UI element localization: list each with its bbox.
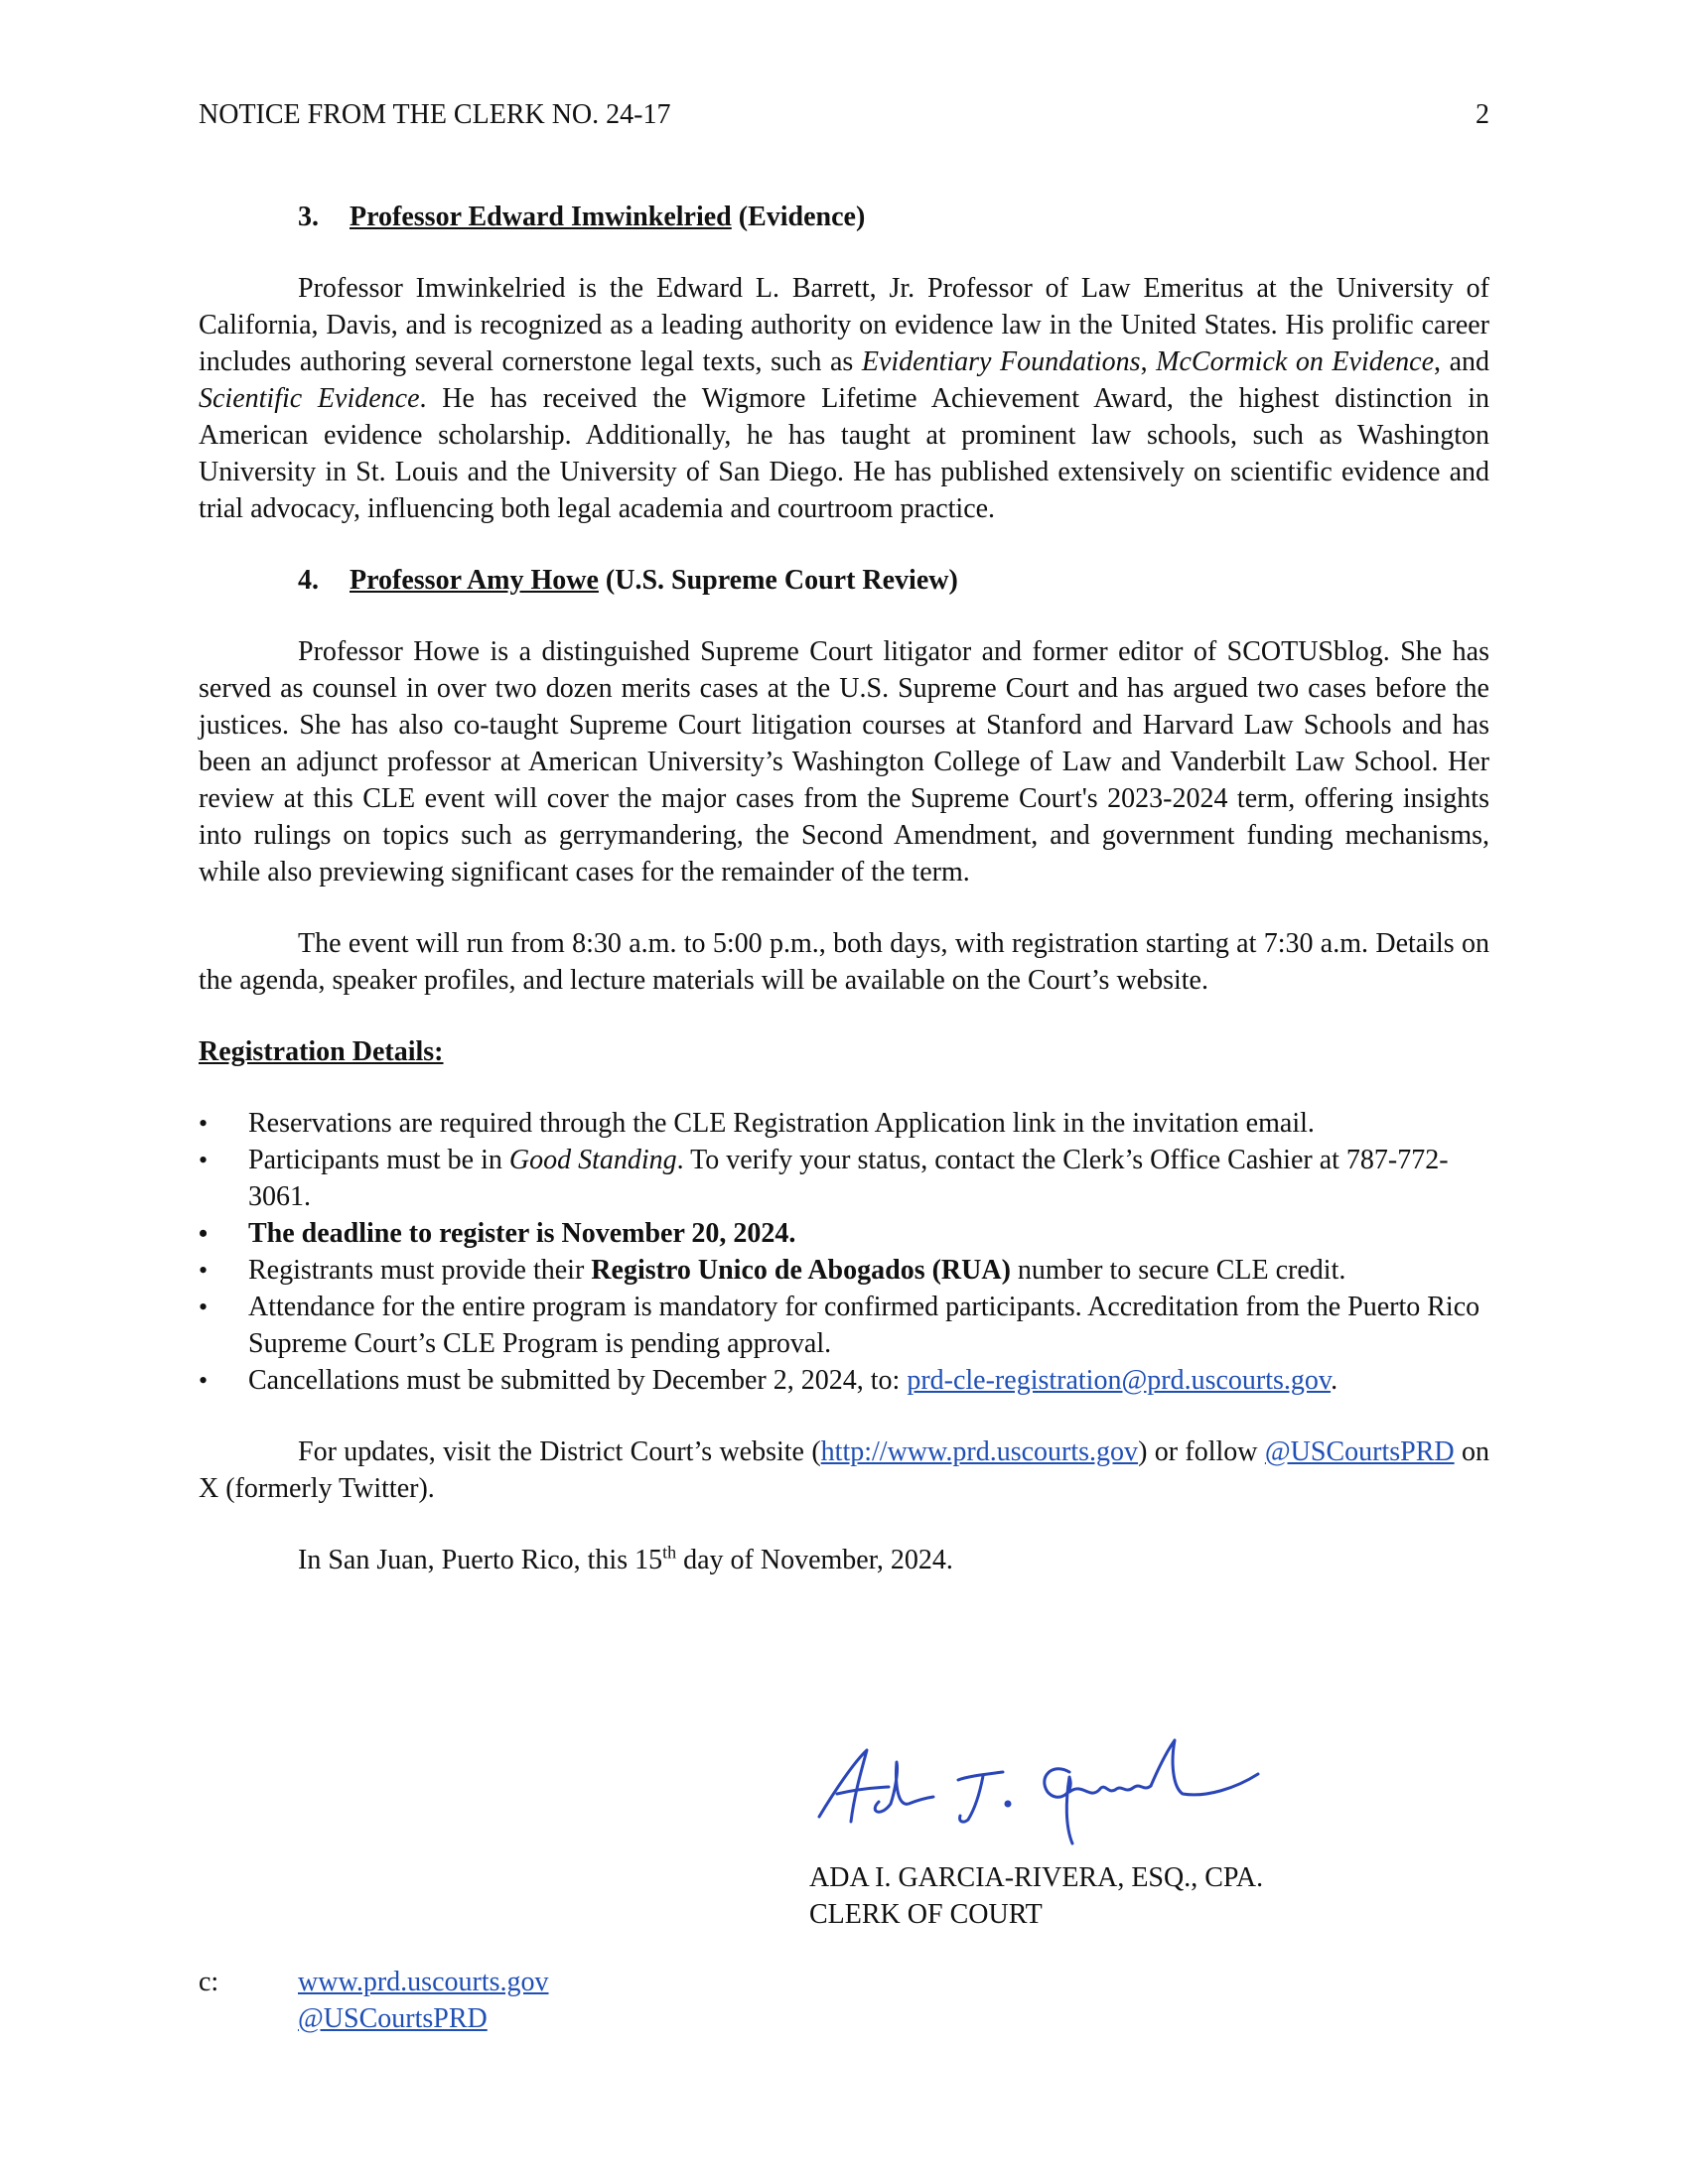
separator: , — [1140, 346, 1157, 377]
good-standing-emphasis: Good Standing — [508, 1145, 677, 1175]
registration-list — [199, 1105, 1489, 1399]
list-text: . To verify your status, contact the Clerk’s Office Cashier at 787-772-3061. — [248, 1145, 1449, 1212]
book-title-evidentiary-foundations: Evidentiary Foundations — [861, 346, 1141, 377]
list-item: • Reservations are required through the CLE Registration Application link in the invitation email. — [199, 1105, 1489, 1142]
section-4-heading — [199, 562, 1489, 599]
cc-twitter-link[interactable]: @USCourtsPRD — [298, 2003, 488, 2034]
list-item: • The deadline to register is November 20, 2024. — [199, 1215, 1489, 1252]
section-3-text-b: . He has received the Wigmore Lifetime Achievement Award, the highest distinction in American evidence scholarship. Additionally, he has taught at prominent law schools, such as Washington University in St. Louis and the University of San Diego. He has published extensively on scientific evidence and trial advocacy, influencing both legal academia and courtroom practice. — [199, 383, 1489, 524]
section-3-speaker-name: Professor Edward Imwinkelried — [350, 202, 732, 232]
cc-list — [298, 1964, 549, 2037]
updates-text: on X (formerly Twitter). — [199, 1436, 1489, 1504]
registration-heading: Registration Details: — [199, 1036, 444, 1067]
dateline-text: In San Juan, Puerto Rico, this 15 — [298, 1545, 663, 1575]
section-4-speaker-name: Professor Amy Howe — [350, 565, 599, 596]
notice-title: NOTICE FROM THE CLERK NO. 24-17 — [199, 99, 671, 130]
list-item — [199, 1362, 1489, 1399]
dateline — [199, 1542, 1489, 1578]
section-4-paragraph: Professor Howe is a distinguished Supreme Court litigator and former editor of SCOTUSblog. She has served as counsel in over two dozen merits cases at the U.S. Supreme Court and has argued two cases before the justices. She has also co-taught Supreme Court litigation courses at Stanford and Harvard Law Schools and has been an adjunct professor at American University’s Washington College of Law and Vanderbilt Law School. Her review at this CLE event will cover the major cases from the Supreme Court's 2023-2024 term, offering insights into rulings on topics such as gerrymandering, the Second Amendment, and government funding mechanisms, while also previewing significant cases for the remainder of the term. — [199, 636, 1489, 887]
page-number: 2 — [1476, 99, 1489, 130]
section-3-number: 3. — [298, 202, 319, 232]
registration-email-link[interactable]: prd-cle-registration@prd.uscourts.gov — [907, 1365, 1332, 1396]
handwritten-signature-icon — [809, 1732, 1266, 1851]
section-3-subject: (Evidence) — [731, 202, 866, 232]
signature — [809, 1732, 1266, 1851]
website-link[interactable]: http://www.prd.uscourts.gov — [820, 1436, 1139, 1467]
book-title-mccormick: McCormick on Evidence — [1156, 346, 1435, 377]
twitter-handle-link[interactable]: @USCourtsPRD — [1264, 1436, 1455, 1467]
section-4-subject: (U.S. Supreme Court Review) — [598, 565, 958, 596]
document-body — [199, 199, 1489, 1613]
list-item — [199, 1142, 1489, 1215]
updates-paragraph — [199, 1433, 1489, 1507]
cc-website-link[interactable]: www.prd.uscourts.gov — [298, 1967, 549, 1997]
list-text: number to secure CLE credit. — [1010, 1255, 1346, 1286]
list-item: • Attendance for the entire program is mandatory for confirmed participants. Accreditation from the Puerto Rico Supreme Court’s CLE Program is pending approval. — [199, 1289, 1489, 1362]
section-3-text-a: Professor Imwinkelried is the Edward L. Barrett, Jr. Professor of Law Emeritus at the University of California, Davis, and is recognized as a leading authority on evidence law in the United States. His prolific career includes authoring several cornerstone legal texts, such as — [199, 273, 1489, 377]
dateline-text: day of November, 2024. — [676, 1545, 953, 1575]
updates-text: For updates, visit the District Court’s website ( — [298, 1436, 821, 1467]
book-title-scientific-evidence: Scientific Evidence — [199, 383, 420, 414]
list-text: Registrants must provide their — [248, 1255, 592, 1286]
list-text: Cancellations must be submitted by December 2, 2024, to: — [248, 1365, 908, 1396]
signature-block — [809, 1859, 1263, 1933]
dateline-ordinal: th — [662, 1542, 677, 1563]
section-3-heading — [199, 199, 1489, 235]
event-paragraph: The event will run from 8:30 a.m. to 5:00 p.m., both days, with registration starting at 7:30 a.m. Details on the agenda, speaker profiles, and lecture materials will be available on the Court’s website. — [199, 928, 1489, 996]
rua-emphasis: Registro Unico de Abogados (RUA) — [591, 1255, 1011, 1286]
separator: , and — [1434, 346, 1489, 377]
updates-text: ) or follow — [1138, 1436, 1265, 1467]
signer-title: CLERK OF COURT — [809, 1899, 1043, 1930]
list-text: . — [1331, 1365, 1338, 1396]
list-text: Participants must be in — [248, 1145, 509, 1175]
list-item — [199, 1252, 1489, 1289]
section-4-number: 4. — [298, 565, 319, 596]
section-3-paragraph — [199, 270, 1489, 527]
cc-label: c: — [199, 1967, 219, 1997]
page-header — [199, 99, 1489, 131]
signer-name: ADA I. GARCIA-RIVERA, ESQ., CPA. — [809, 1862, 1264, 1893]
